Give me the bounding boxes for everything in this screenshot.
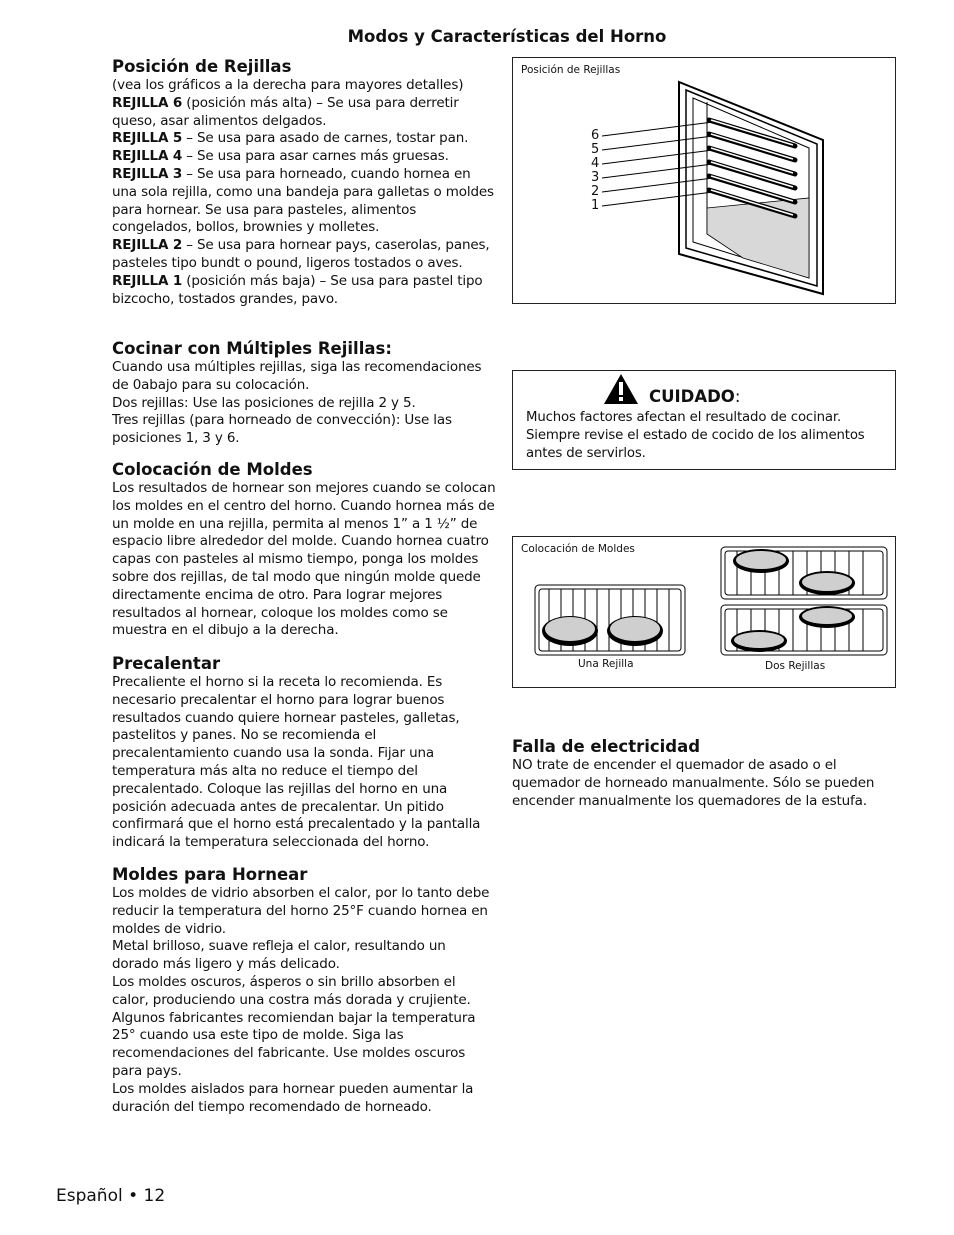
- caution-box: [512, 370, 896, 470]
- power-failure-section: [512, 736, 894, 810]
- pan-placement-section: [112, 459, 496, 640]
- baking-pans-line-4: Los moldes aislados para hornear pueden aumentar la duración del tiempo recomendado de horneado.: [112, 1080, 474, 1115]
- rack-position-figure: [512, 57, 896, 304]
- multi-rack-line-1: Cuando usa múltiples rejillas, siga las recomendaciones de 0abajo para su colocación.: [112, 359, 482, 393]
- rack-2-item: [112, 237, 496, 273]
- rack-number-6: 6: [591, 128, 600, 143]
- multi-rack-line-2: Dos rejillas: Use las posiciones de rejilla 2 y 5.: [112, 394, 416, 411]
- rack-1-item: [112, 273, 496, 309]
- rack-number-5: 5: [591, 142, 600, 157]
- rack-3-item: [112, 166, 496, 237]
- page-title: Modos y Características del Horno: [347, 27, 667, 46]
- rack-6-item: [112, 95, 496, 131]
- rack-2-text: – Se usa para hornear pays, caserolas, panes, pasteles tipo bundt o pound, ligeros tostados o aves.: [112, 237, 490, 271]
- pan-placement-text: Los resultados de hornear son mejores cuando se colocan los moldes en el centro del horno. Cuando hornea más de un molde en una rejilla, permita al menos 1” a 1 ½” de espacio libre alrededor del molde. Cuando hornea cuatro capas con pasteles al mismo tiempo, ponga los moldes sobre dos rejillas, de tal modo que ningún molde quede directamente encima de otro. Para lograr mejores resultados al hornear, coloque los moldes como se muestra en el dibujo a la derecha.: [112, 480, 496, 639]
- two-racks-caption: Dos Rejillas: [765, 660, 826, 672]
- rack-number-1: 1: [591, 198, 600, 213]
- baking-pans-heading: Moldes para Hornear: [112, 865, 308, 884]
- rack-number-2: 2: [591, 184, 600, 199]
- oven-rack-illustration: [513, 58, 895, 303]
- rack-figure-label: Posición de Rejillas: [521, 64, 621, 76]
- caution-title-text: CUIDADO: [649, 387, 735, 406]
- multi-rack-section: [112, 338, 496, 448]
- caution-colon: :: [734, 387, 741, 406]
- page-footer: Español • 12: [56, 1186, 166, 1206]
- baking-pans-line-3: Los moldes oscuros, ásperos o sin brillo absorben el calor, produciendo una costra más dorada y crujiente. Algunos fabricantes recomiendan bajar la temperatura 25° cuando usa este tipo de molde. Siga las recomendaciones del fabricante. Use moldes oscuros para pays.: [112, 973, 476, 1079]
- warning-icon: [603, 373, 639, 405]
- multi-rack-heading: Cocinar con Múltiples Rejillas:: [112, 339, 392, 358]
- pan-placement-heading: Colocación de Moldes: [112, 460, 313, 479]
- power-failure-text: NO trate de encender el quemador de asado o el quemador de horneado manualmente. Sólo se pueden encender manualmente los quemadores de la estufa.: [512, 757, 875, 809]
- rack-2-key: REJILLA 2: [112, 237, 183, 254]
- preheat-text: Precaliente el horno si la receta lo recomienda. Es necesario precalentar el horno para lograr buenos resultados cuando quiere hornear pasteles, galletas, pastelitos y panes. No se recomienda el precalentamiento cuando usa la sonda. Fijar una temperatura más alta no reduce el tiempo del precalentado. Coloque las rejillas del horno en una posición adecuada antes de precalentar. Un pitido confirmará que el horno está precalentado y la pantalla indicará la temperatura seleccionada del horno.: [112, 674, 481, 851]
- one-rack-caption: Una Rejilla: [578, 658, 634, 670]
- rack-position-intro: (vea los gráficos a la derecha para mayores detalles): [112, 77, 464, 93]
- rack-4-text: – Se usa para asar carnes más gruesas.: [182, 148, 449, 165]
- rack-4-item: [112, 148, 496, 166]
- rack-position-heading: Posición de Rejillas: [112, 57, 292, 76]
- rack-4-key: REJILLA 4: [112, 148, 183, 165]
- rack-6-key: REJILLA 6: [112, 94, 183, 111]
- preheat-section: [112, 653, 496, 852]
- pan-figure-label: Colocación de Moldes: [521, 543, 635, 555]
- rack-5-text: – Se usa para asado de carnes, tostar pan.: [182, 130, 469, 147]
- caution-title: [649, 387, 740, 406]
- rack-1-key: REJILLA 1: [112, 272, 183, 289]
- caution-text: Muchos factores afectan el resultado de cocinar. Siempre revise el estado de cocido de los alimentos antes de servirlos.: [526, 410, 865, 461]
- baking-pans-line-1: Los moldes de vidrio absorben el calor, por lo tanto debe reducir la temperatura del horno 25°F cuando hornea en moldes de vidrio.: [112, 885, 490, 937]
- rack-1-text: (posición más baja) – Se usa para pastel tipo bizcocho, tostados grandes, pavo.: [112, 272, 483, 307]
- rack-number-3: 3: [591, 170, 600, 185]
- pan-placement-illustration: [513, 537, 895, 687]
- rack-number-4: 4: [591, 156, 600, 171]
- pan-placement-figure: [512, 536, 896, 688]
- baking-pans-section: [112, 864, 496, 1116]
- baking-pans-line-2: Metal brilloso, suave refleja el calor, resultando un dorado más ligero y más delicado.: [112, 938, 446, 973]
- preheat-heading: Precalentar: [112, 654, 221, 673]
- rack-3-text: – Se usa para horneado, cuando hornea en una sola rejilla, como una bandeja para galletas o moldes para hornear. Se usa para pasteles, alimentos congelados, bollos, brownies y molletes.: [112, 165, 494, 236]
- rack-3-key: REJILLA 3: [112, 165, 183, 182]
- rack-5-key: REJILLA 5: [112, 130, 183, 147]
- rack-5-item: [112, 130, 496, 148]
- rack-6-text: (posición más alta) – Se usa para derretir queso, asar alimentos delgados.: [112, 94, 459, 129]
- power-failure-heading: Falla de electricidad: [512, 737, 701, 756]
- multi-rack-line-3: Tres rejillas (para horneado de convección): Use las posiciones 1, 3 y 6.: [112, 412, 452, 447]
- left-column: [112, 56, 496, 308]
